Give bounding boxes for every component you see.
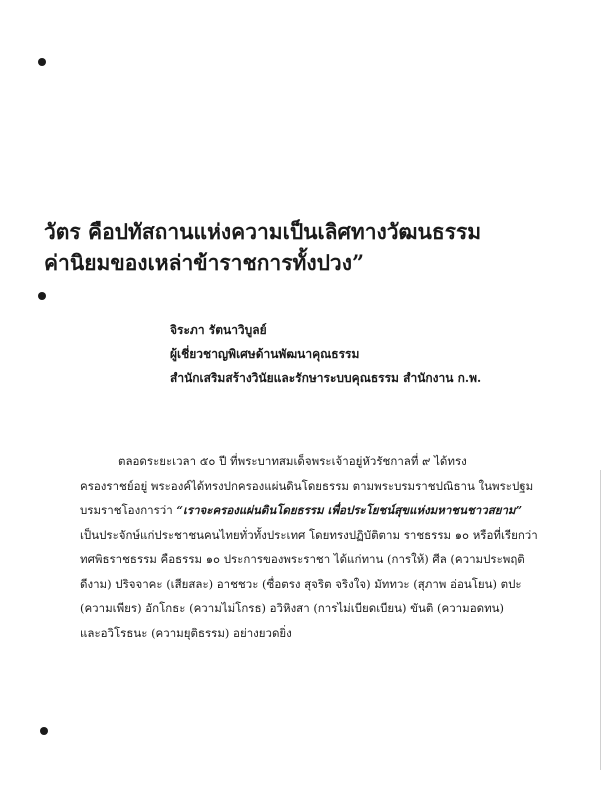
- body-line-7: (ความเพียร) อักโกธะ (ความไม่โกรธ) อวิหิงสา (การไม่เบียดเบียน) ขันติ (ความอดทน): [80, 601, 504, 615]
- author-office: สำนักเสริมสร้างวินัยและรักษาระบบคุณธรรม สำนักงาน ก.พ.: [170, 371, 482, 385]
- document-title: [44, 216, 564, 278]
- body-line-8: และอวิโรธนะ (ความยุติธรรม) อย่างยวดยิ่ง: [80, 625, 292, 640]
- punch-hole-bottom: [40, 727, 48, 735]
- author-position: ผู้เชี่ยวชาญพิเศษด้านพัฒนาคุณธรรม: [170, 347, 360, 361]
- body-line-2: ครองราชย์อยู่ พระองค์ได้ทรงปกครองแผ่นดินโดยธรรม ตามพระบรมราชปณิธาน ในพระปฐม: [80, 478, 534, 493]
- body-line-3: [80, 498, 570, 523]
- body-line-5: ทศพิธราชธรรม คือธรรม ๑๐ ประการของพระราชา ได้แก่ทาน (การให้) ศีล (ความประพฤติ: [80, 552, 525, 566]
- punch-hole-middle: [38, 292, 46, 300]
- author-name: จิระภา รัตนาวิบูลย์: [170, 323, 267, 337]
- royal-quote: “เราจะครองแผ่นดินโดยธรรม เพื่อประโยชน์สุขแห่งมหาชนชาวสยาม”: [176, 503, 523, 517]
- scan-edge-mark: [600, 470, 601, 770]
- body-line-4: เป็นประจักษ์แก่ประชาชนคนไทยทั่วทั้งประเทศ โดยทรงปฏิบัติตาม ราชธรรม ๑๐ หรือที่เรียกว่า: [80, 527, 538, 542]
- body-paragraph: [80, 449, 570, 645]
- punch-hole-top: [38, 58, 46, 66]
- body-line-3-lead: บรมราชโองการว่า: [80, 503, 177, 517]
- author-block: [170, 318, 590, 390]
- title-line-2: ค่านิยมของเหล่าข้าราชการทั้งปวง”: [44, 250, 365, 275]
- body-line-1: ตลอดระยะเวลา ๕๐ ปี ที่พระบาทสมเด็จพระเจ้าอยู่หัวรัชกาลที่ ๙ ได้ทรง: [118, 454, 467, 468]
- title-line-1: วัตร คือปทัสถานแห่งความเป็นเลิศทางวัฒนธรรม: [44, 219, 482, 244]
- body-line-6: ดีงาม) ปริจจาคะ (เสียสละ) อาชชวะ (ซื่อตรง สุจริต จริงใจ) มัททวะ (สุภาพ อ่อนโยน) ตปะ: [80, 576, 522, 591]
